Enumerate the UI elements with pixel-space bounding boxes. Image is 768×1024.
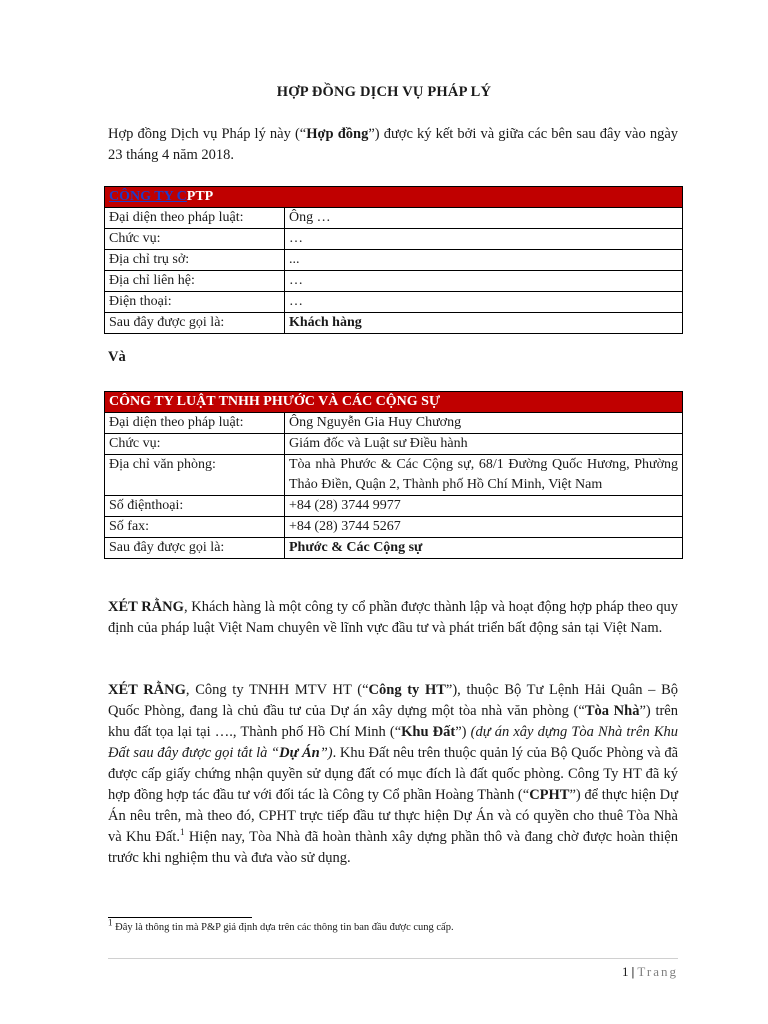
row-value: Ông Nguyễn Gia Huy Chương (285, 413, 683, 434)
row-label: Địa chỉ trụ sở: (105, 250, 285, 271)
intro-paragraph (108, 124, 678, 166)
and-label: Và (108, 349, 126, 365)
table-row (105, 271, 683, 292)
client-table-header (105, 187, 683, 208)
intro-text: Hợp đồng Dịch vụ Pháp lý này (“ (108, 126, 307, 142)
table-row (105, 229, 683, 250)
page-number (622, 964, 678, 980)
table-row (105, 496, 683, 517)
row-value: +84 (28) 3744 9977 (285, 496, 683, 517)
row-label: Chức vụ: (105, 434, 285, 455)
row-value: … (285, 292, 683, 313)
defined-term: Dự Án (279, 745, 320, 761)
firm-table (104, 391, 683, 559)
row-value: … (285, 229, 683, 250)
client-name-cell (105, 187, 683, 208)
whereas-paragraph-1 (108, 597, 678, 639)
table-row (105, 434, 683, 455)
firm-name: CÔNG TY LUẬT TNHH PHƯỚC VÀ CÁC CỘNG SỰ (105, 392, 683, 413)
client-name-rest: PTP (186, 189, 214, 204)
table-row (105, 292, 683, 313)
document-title: HỢP ĐỒNG DỊCH VỤ PHÁP LÝ (276, 84, 492, 100)
whereas-text: ”), thuộc Bộ Tư Lệnh Hải Quân – Bộ Quốc Phòng, đang là chủ đầu tư của Dự án xây dựng một tòa nhà văn phòng (“ (108, 682, 679, 719)
client-name-link[interactable]: CÔNG TY C (109, 189, 187, 204)
table-row (105, 538, 683, 559)
table-row (105, 313, 683, 334)
client-table (104, 186, 683, 334)
row-value: Tòa nhà Phước & Các Cộng sự, 68/1 Đường Quốc Hương, Phường Thảo Điền, Quận 2, Thành phố Hồ Chí Minh, Việt Nam (285, 455, 683, 496)
row-label: Địa chỉ liên hệ: (105, 271, 285, 292)
whereas-paragraph-2 (108, 680, 678, 869)
row-label: Số điệnthoại: (105, 496, 285, 517)
table-row (105, 208, 683, 229)
whereas-lead: XÉT RẰNG (108, 682, 186, 698)
defined-term: Công ty HT (368, 682, 446, 698)
italic-text: (dự án xây dựng Tòa Nhà trên Khu Đất sau đây được gọi tắt là “ (108, 724, 678, 761)
whereas-text: Hiện nay, Tòa Nhà đã hoàn thành xây dựng phần thô và đang chờ được hoàn thiện trước khi nghiệm thu và đưa vào sử dụng. (108, 829, 678, 866)
footnote-ref[interactable]: 1 (179, 827, 185, 838)
row-label: Đại diện theo pháp luật: (105, 208, 285, 229)
defined-term: Khu Đất (401, 724, 456, 740)
table-row (105, 455, 683, 496)
page-word: Trang (637, 964, 678, 979)
defined-term: Tòa Nhà (584, 703, 640, 719)
row-value: Giám đốc và Luật sư Điều hành (285, 434, 683, 455)
whereas-text: , Công ty TNHH MTV HT (“ (185, 682, 369, 698)
row-label: Điện thoại: (105, 292, 285, 313)
defined-term: CPHT (529, 787, 570, 803)
footnote-separator (108, 917, 252, 918)
page-number-separator: | (631, 964, 635, 979)
row-value: Phước & Các Cộng sự (285, 538, 683, 559)
page-footer-divider (108, 958, 678, 959)
page-number-value: 1 (622, 964, 629, 979)
whereas-text: ”) trên khu đất tọa lại tại …., Thành phố Hồ Chí Minh (“ (108, 703, 678, 740)
row-value: +84 (28) 3744 5267 (285, 517, 683, 538)
whereas-text: ”) (455, 724, 471, 740)
whereas-text: , Khách hàng là một công ty cổ phần được thành lập và hoạt động hợp pháp theo quy định của pháp luật Việt Nam chuyên về lĩnh vực đầu tư và phát triển bất động sản tại Việt Nam. (108, 599, 679, 636)
row-value: Khách hàng (285, 313, 683, 334)
row-label: Chức vụ: (105, 229, 285, 250)
footnote-text: Đây là thông tin mà P&P giả định dựa trên các thông tin ban đầu được cung cấp. (112, 922, 454, 933)
whereas-text: ”) để thực hiện Dự Án nêu trên, mà theo đó, CPHT trực tiếp đầu tư thực hiện Dự Án và có quyền cho thuê Tòa Nhà và Khu Đất. (108, 787, 678, 845)
row-label: Đại diện theo pháp luật: (105, 413, 285, 434)
table-row (105, 250, 683, 271)
table-row (105, 413, 683, 434)
whereas-text: . Khu Đất nêu trên thuộc quản lý của Bộ Quốc Phòng và đã được cấp giấy chứng nhận quyền sử dụng đất có mục đích là đất quốc phòng. Công Ty HT đã ký hợp đồng hợp tác đầu tư với đối tác là Công ty Cổ phần Hoàng Thành (“ (108, 745, 679, 803)
row-value: ... (285, 250, 683, 271)
row-label: Số fax: (105, 517, 285, 538)
footnote (108, 917, 678, 933)
intro-bold-term: Hợp đồng (306, 126, 369, 142)
row-label: Sau đây được gọi là: (105, 538, 285, 559)
row-label: Sau đây được gọi là: (105, 313, 285, 334)
row-label: Địa chỉ văn phòng: (105, 455, 285, 496)
italic-text: ”) (319, 745, 333, 761)
row-value: … (285, 271, 683, 292)
intro-text: ”) được ký kết bởi và giữa các bên sau đây vào ngày 23 tháng 4 năm 2018. (108, 126, 679, 163)
footnote-number: 1 (108, 917, 113, 928)
whereas-lead: XÉT RẰNG (108, 599, 184, 615)
table-row (105, 517, 683, 538)
firm-table-header (105, 392, 683, 413)
row-value: Ông … (285, 208, 683, 229)
